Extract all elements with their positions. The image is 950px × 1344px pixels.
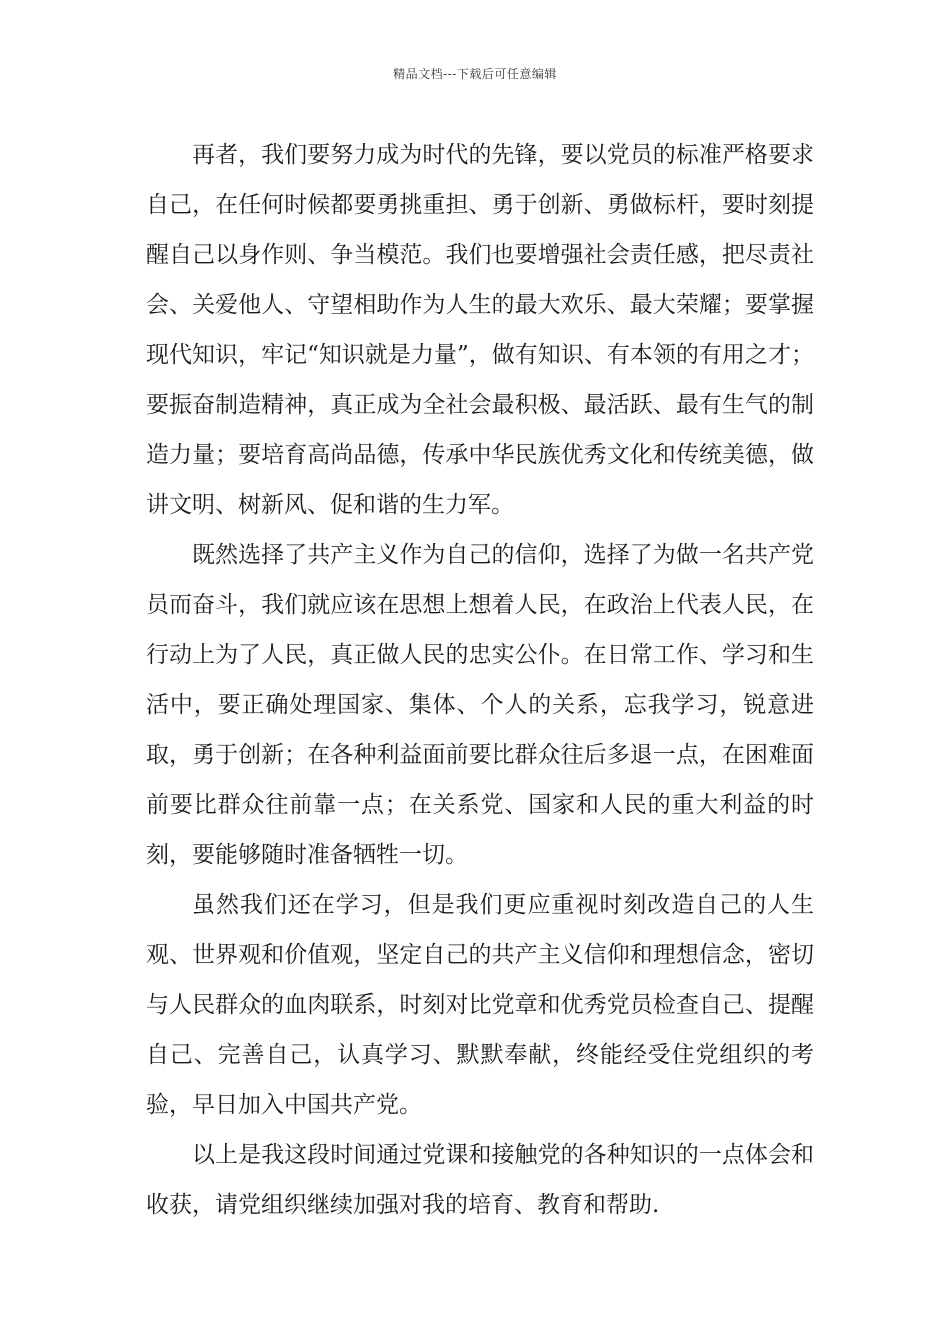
paragraph: 再者，我们要努力成为时代的先锋，要以党员的标准严格要求自己，在任何时候都要勇挑重担、勇于创新、勇做标杆，要时刻提醒自己以身作则、争当模范。我们也要增强社会责任感，把尽责社会、关爱他人、守望相助作为人生的最大欢乐、最大荣耀；要掌握现代知识，牢记“知识就是力量”，做有知识、有本领的有用之才；要振奋制造精神，真正成为全社会最积极、最活跃、最有生气的制造力量；要培育高尚品德，传承中华民族优秀文化和传统美德，做讲文明、树新风、促和谐的生力军。 bbox=[146, 142, 814, 518]
paragraph: 虽然我们还在学习，但是我们更应重视时刻改造自己的人生观、世界观和价值观，坚定自己的共产主义信仰和理想信念，密切与人民群众的血肉联系，时刻对比党章和优秀党员检查自己、提醒自己、完善自己，认真学习、默默奉献，终能经受住党组织的考验，早日加入中国共产党。 bbox=[146, 892, 814, 1118]
paragraph: 既然选择了共产主义作为自己的信仰，选择了为做一名共产党员而奋斗，我们就应该在思想上想着人民，在政治上代表人民，在行动上为了人民，真正做人民的忠实公仆。在日常工作、学习和生活中，要正确处理国家、集体、个人的关系，忘我学习，锐意进取，勇于创新；在各种利益面前要比群众往后多退一点，在困难面前要比群众往前靠一点；在关系党、国家和人民的重大利益的时刻，要能够随时准备牺牲一切。 bbox=[146, 542, 814, 868]
document-body bbox=[146, 130, 814, 1230]
paragraph: 以上是我这段时间通过党课和接触党的各种知识的一点体会和收获，请党组织继续加强对我的培育、教育和帮助. bbox=[146, 1142, 814, 1218]
page-header: 精品文档---下载后可任意编辑 bbox=[393, 67, 557, 81]
